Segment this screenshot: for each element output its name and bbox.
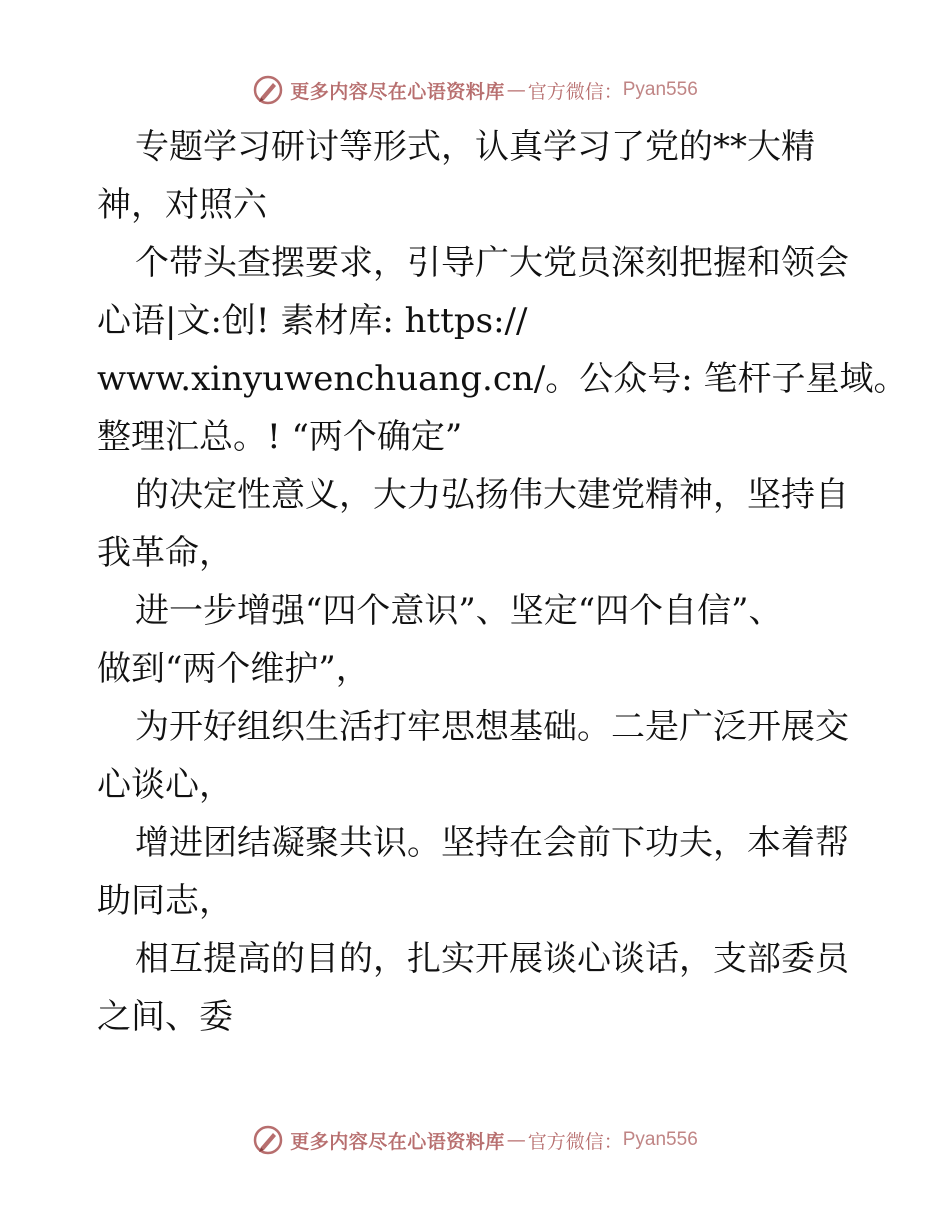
footer-wechat-id: Pyan556 bbox=[622, 1129, 698, 1150]
header-dash: — bbox=[506, 79, 526, 101]
pen-logo-icon bbox=[252, 74, 284, 106]
body-line: 整理汇总。! “两个确定” bbox=[97, 417, 463, 457]
body-line: 增进团结凝聚共识。坚持在会前下功夫，本着帮 bbox=[135, 823, 849, 863]
body-line: 相互提高的目的，扎实开展谈心谈话，支部委员 bbox=[135, 939, 849, 979]
body-line: 做到“两个维护”， bbox=[97, 649, 370, 689]
body-line: 进一步增强“四个意识”、坚定“四个自信”、 bbox=[135, 591, 783, 631]
body-line: 神，对照六 bbox=[97, 185, 267, 225]
body-line: www.xinyuwenchuang.cn/。公众号: 笔杆子星域。 bbox=[97, 359, 908, 399]
body-line: 心谈心， bbox=[97, 765, 233, 805]
header-banner bbox=[0, 70, 950, 110]
footer-banner bbox=[0, 1120, 950, 1160]
body-line: 助同志， bbox=[97, 881, 233, 921]
header-slogan: 更多内容尽在心语资料库 bbox=[290, 80, 505, 103]
body-line: 心语|文:创! 素材库: https:// bbox=[97, 301, 528, 341]
body-line: 为开好组织生活打牢思想基础。二是广泛开展交 bbox=[135, 707, 849, 747]
body-line: 我革命， bbox=[97, 533, 233, 573]
document-body bbox=[97, 118, 908, 1046]
header-wechat-id: Pyan556 bbox=[622, 79, 698, 100]
body-line: 的决定性意义，大力弘扬伟大建党精神，坚持自 bbox=[135, 475, 849, 515]
footer-slogan: 更多内容尽在心语资料库 bbox=[290, 1130, 505, 1153]
footer-dash: — bbox=[506, 1129, 526, 1151]
body-line: 之间、委 bbox=[97, 997, 233, 1037]
footer-wechat-label: 官方微信： bbox=[527, 1130, 623, 1153]
header-wechat-label: 官方微信： bbox=[527, 80, 623, 103]
pen-logo-icon bbox=[252, 1124, 284, 1156]
body-line: 专题学习研讨等形式，认真学习了党的**大精 bbox=[135, 127, 815, 167]
body-line: 个带头查摆要求，引导广大党员深刻把握和领会 bbox=[135, 243, 849, 283]
